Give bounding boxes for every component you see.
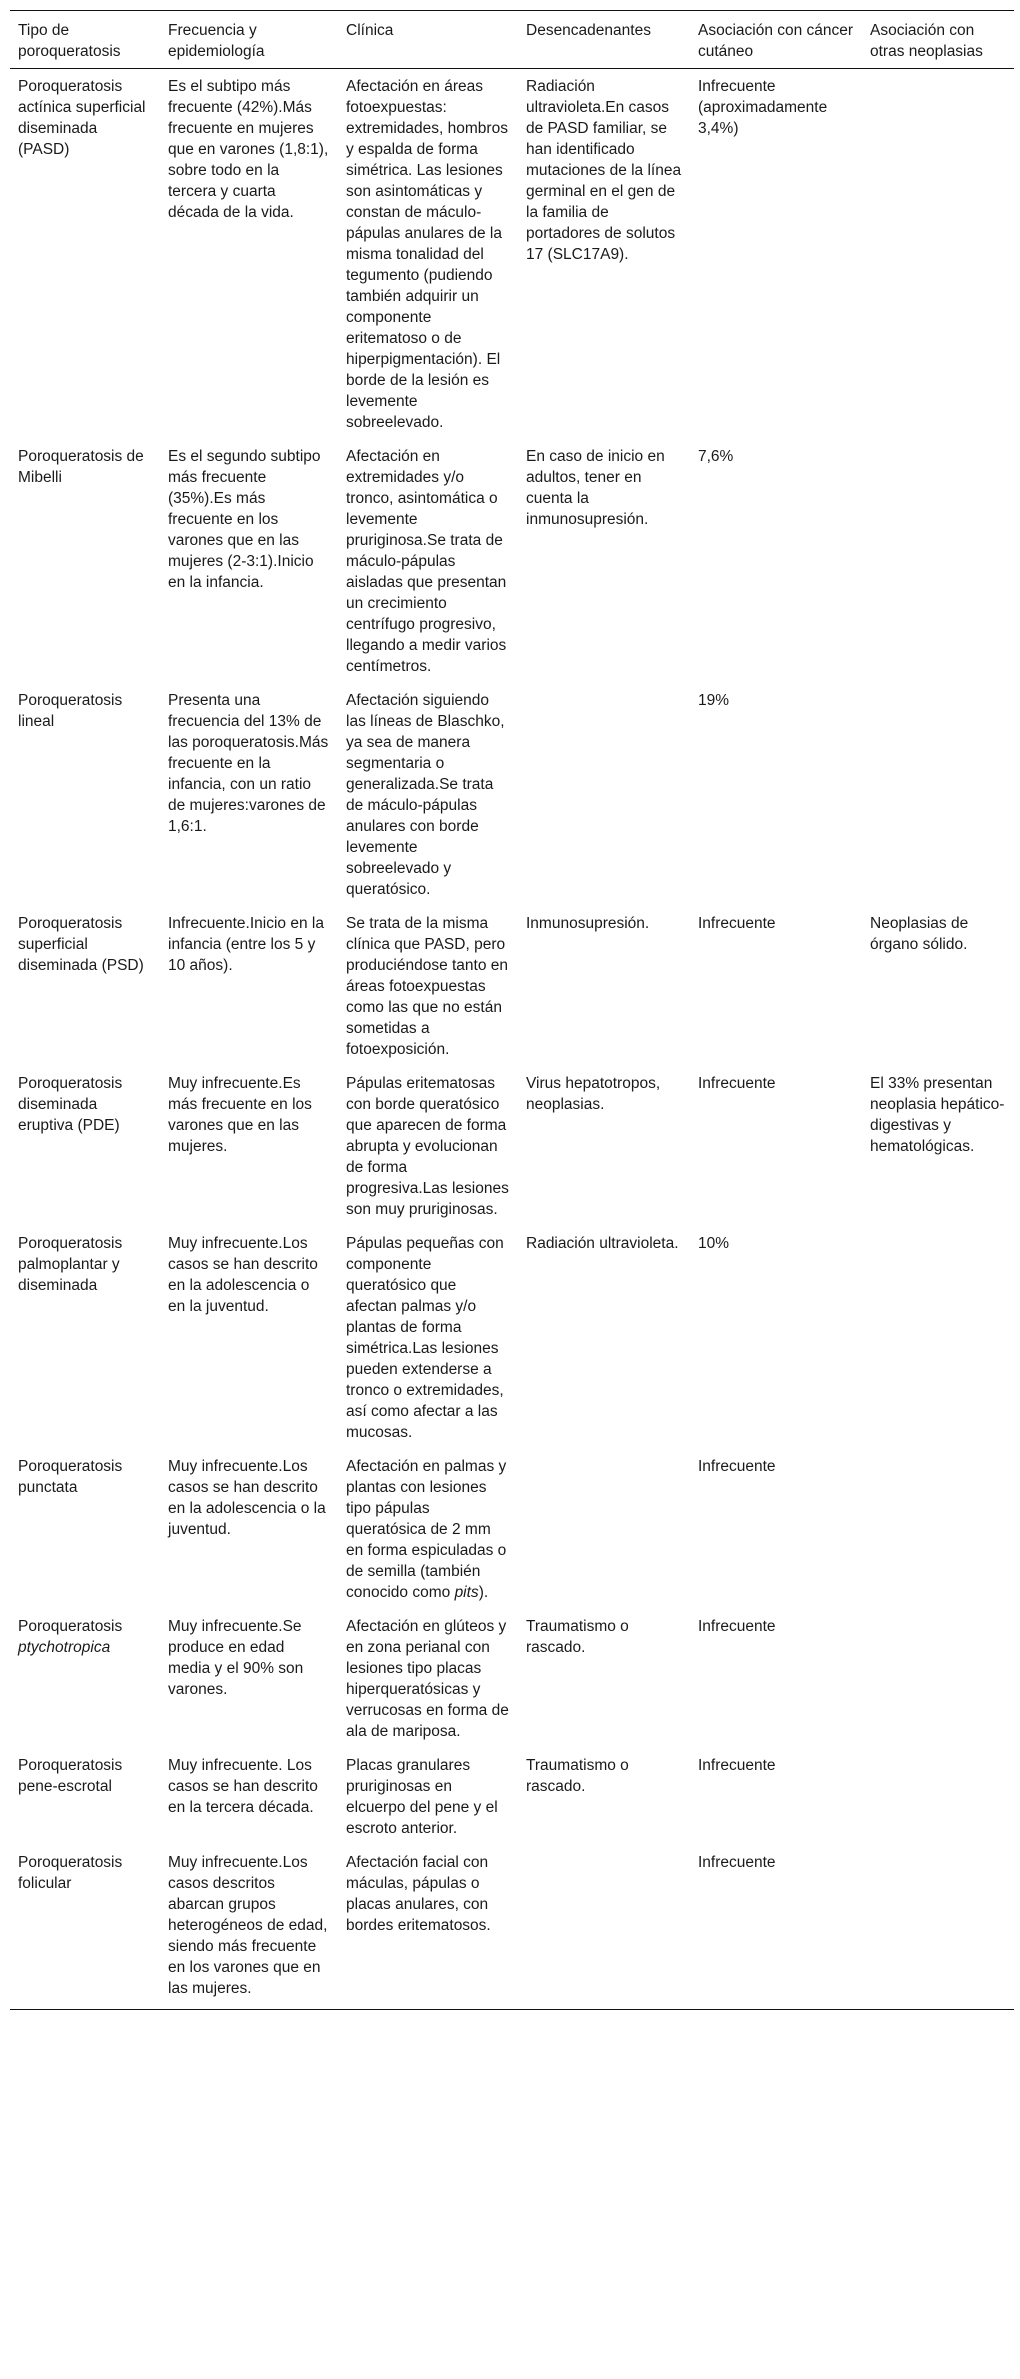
cell-otras-neoplasias xyxy=(862,1226,1014,1449)
cell-tipo xyxy=(10,1609,160,1748)
clinica-text-end: ). xyxy=(478,1584,489,1601)
cell-otras-neoplasias xyxy=(862,1449,1014,1609)
cell-clinica: Placas granulares pruriginosas en elcuerpo del pene y el escroto anterior. xyxy=(346,1757,498,1837)
cell-clinica: Afectación facial con máculas, pápulas o placas anulares, con bordes eritematosos. xyxy=(346,1854,491,1934)
cell-clinica: Afectación en glúteos y en zona perianal con lesiones tipo placas hiperqueratósicas y verrucosas en forma de ala de mariposa. xyxy=(346,1618,509,1740)
cell-desencadenantes: En caso de inicio en adultos, tener en cuenta la inmunosupresión. xyxy=(526,448,665,528)
cell-frecuencia: Muy infrecuente.Se produce en edad media y el 90% son varones. xyxy=(168,1618,304,1698)
header-clinica: Clínica xyxy=(346,22,394,39)
cell-cancer-cutaneo: Infrecuente xyxy=(698,1757,776,1774)
cell-cancer-cutaneo: 10% xyxy=(698,1235,730,1252)
cell-desencadenantes: Traumatismo o rascado. xyxy=(526,1757,629,1795)
cell-cancer-cutaneo: Infrecuente xyxy=(698,915,776,932)
table-row xyxy=(10,906,1014,1066)
table-body xyxy=(10,69,1014,2010)
cell-frecuencia: Muy infrecuente. Los casos se han descrito en la tercera década. xyxy=(168,1757,318,1816)
header-row xyxy=(10,11,1014,69)
cell-frecuencia: Es el segundo subtipo más frecuente (35%).Es más frecuente en los varones que en las mujeres (2-3:1).Inicio en la infancia. xyxy=(168,448,321,591)
cell-clinica: Se trata de la misma clínica que PASD, pero produciéndose tanto en áreas fotoexpuestas como las que no están sometidas a fotoexposición. xyxy=(346,915,509,1058)
cell-cancer-cutaneo: Infrecuente xyxy=(698,1075,776,1092)
cell-frecuencia: Muy infrecuente.Los casos se han descrito en la adolescencia o en la juventud. xyxy=(168,1235,318,1315)
cell-desencadenantes: Radiación ultravioleta. xyxy=(526,1235,679,1252)
cell-otras-neoplasias: El 33% presentan neoplasia hepático-digestivas y hematológicas. xyxy=(870,1075,1005,1155)
cell-otras-neoplasias xyxy=(862,69,1014,440)
cell-cancer-cutaneo: Infrecuente xyxy=(698,1854,776,1871)
cell-desencadenantes: Inmunosupresión. xyxy=(526,915,650,932)
cell-cancer-cutaneo: 7,6% xyxy=(698,448,734,465)
cell-cancer-cutaneo: Infrecuente xyxy=(698,1618,776,1635)
cell-frecuencia: Muy infrecuente.Es más frecuente en los varones que en las mujeres. xyxy=(168,1075,312,1155)
cell-desencadenantes xyxy=(518,683,690,906)
table-row xyxy=(10,1449,1014,1609)
cell-tipo: Poroqueratosis de Mibelli xyxy=(18,448,144,486)
cell-tipo: Poroqueratosis lineal xyxy=(18,692,123,730)
table-row xyxy=(10,69,1014,440)
cell-clinica xyxy=(338,1449,518,1609)
header-tipo: Tipo de poroqueratosis xyxy=(18,22,121,60)
cell-otras-neoplasias xyxy=(862,1748,1014,1845)
clinica-italic-term: pits xyxy=(454,1584,479,1601)
cell-clinica: Afectación en áreas fotoexpuestas: extremidades, hombros y espalda de forma simétrica. Las lesiones son asintomáticas y constan de máculo-pápulas anulares de la misma tonalidad del tegumento (pudiendo también adquirir un componente eritematoso o de hiperpigmentación). El borde de la lesión es levemente sobreelevado. xyxy=(346,78,508,431)
cell-tipo: Poroqueratosis diseminada eruptiva (PDE) xyxy=(18,1075,123,1134)
table-row xyxy=(10,683,1014,906)
cell-desencadenantes: Virus hepatotropos, neoplasias. xyxy=(526,1075,661,1113)
table-row xyxy=(10,1748,1014,1845)
header-desencadenantes: Desencadenantes xyxy=(526,22,651,39)
cell-clinica: Afectación en extremidades y/o tronco, asintomática o levemente pruriginosa.Se trata de máculo-pápulas aisladas que presentan un crecimiento centrífugo progresivo, llegando a medir varios centímetros. xyxy=(346,448,507,675)
cell-tipo: Poroqueratosis actínica superficial diseminada (PASD) xyxy=(18,78,146,158)
cell-otras-neoplasias: Neoplasias de órgano sólido. xyxy=(870,915,969,953)
cell-frecuencia: Infrecuente.Inicio en la infancia (entre los 5 y 10 años). xyxy=(168,915,324,974)
cell-frecuencia: Presenta una frecuencia del 13% de las poroqueratosis.Más frecuente en la infancia, con un ratio de mujeres:varones de 1,6:1. xyxy=(168,692,329,835)
clinica-text: Afectación en palmas y plantas con lesiones tipo pápulas queratósica de 2 mm en forma espiculadas o de semilla (también conocido como xyxy=(346,1458,507,1601)
cell-frecuencia: Es el subtipo más frecuente (42%).Más frecuente en mujeres que en varones (1,8:1), sobre todo en la tercera y cuarta década de la vida. xyxy=(168,78,329,221)
header-cancer-cutaneo: Asociación con cáncer cutáneo xyxy=(698,22,854,60)
cell-clinica: Pápulas eritematosas con borde queratósico que aparecen de forma abrupta y evolucionan de forma progresiva.Las lesiones son muy pruriginosas. xyxy=(346,1075,509,1218)
table-row xyxy=(10,439,1014,683)
cell-frecuencia: Muy infrecuente.Los casos se han descrito en la adolescencia o la juventud. xyxy=(168,1458,326,1538)
cell-desencadenantes: Radiación ultravioleta.En casos de PASD familiar, se han identificado mutaciones de la línea germinal en el gen de la familia de portadores de solutos 17 (SLC17A9). xyxy=(526,78,682,263)
cell-tipo: Poroqueratosis pene-escrotal xyxy=(18,1757,123,1795)
table-header xyxy=(10,11,1014,69)
cell-tipo: Poroqueratosis palmoplantar y diseminada xyxy=(18,1235,123,1294)
cell-frecuencia: Muy infrecuente.Los casos descritos abarcan grupos heterogéneos de edad, siendo más frecuente en los varones que en las mujeres. xyxy=(168,1854,328,1997)
cell-cancer-cutaneo: Infrecuente xyxy=(698,1458,776,1475)
table-row xyxy=(10,1609,1014,1748)
cell-tipo: Poroqueratosis punctata xyxy=(18,1458,123,1496)
table-row xyxy=(10,1066,1014,1226)
tipo-text: Poroqueratosis xyxy=(18,1618,123,1635)
poroqueratosis-table xyxy=(10,10,1014,2010)
table-row xyxy=(10,1226,1014,1449)
header-frecuencia: Frecuencia y epidemiología xyxy=(168,22,265,60)
cell-cancer-cutaneo: 19% xyxy=(698,692,730,709)
cell-desencadenantes xyxy=(518,1449,690,1609)
table-row xyxy=(10,1845,1014,2010)
cell-tipo: Poroqueratosis superficial diseminada (PSD) xyxy=(18,915,144,974)
cell-clinica: Pápulas pequeñas con componente queratósico que afectan palmas y/o plantas de forma simétrica.Las lesiones pueden extenderse a tronco o extremidades, así como afectar a las mucosas. xyxy=(346,1235,504,1441)
cell-otras-neoplasias xyxy=(862,683,1014,906)
cell-otras-neoplasias xyxy=(862,1845,1014,2010)
cell-cancer-cutaneo: Infrecuente (aproximadamente 3,4%) xyxy=(698,78,828,137)
cell-desencadenantes xyxy=(518,1845,690,2010)
cell-otras-neoplasias xyxy=(862,1609,1014,1748)
header-otras-neoplasias: Asociación con otras neoplasias xyxy=(870,22,983,60)
cell-tipo: Poroqueratosis folicular xyxy=(18,1854,123,1892)
cell-desencadenantes: Traumatismo o rascado. xyxy=(526,1618,629,1656)
tipo-italic-term: ptychotropica xyxy=(18,1639,111,1656)
cell-clinica: Afectación siguiendo las líneas de Blaschko, ya sea de manera segmentaria o generalizada.Se trata de máculo-pápulas anulares con borde levemente sobreelevado y queratósico. xyxy=(346,692,505,898)
cell-otras-neoplasias xyxy=(862,439,1014,683)
